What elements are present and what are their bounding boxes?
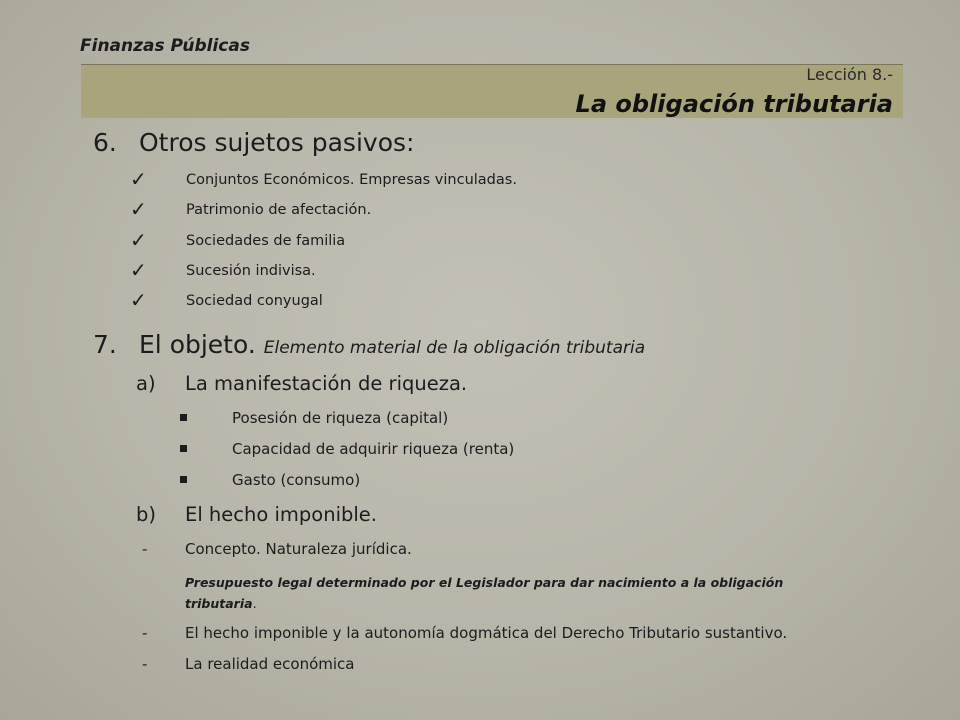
square-bullet-icon — [180, 414, 187, 421]
list-item-text: Gasto (consumo) — [232, 471, 361, 489]
list-item-text: Posesión de riqueza (capital) — [232, 409, 449, 427]
dash-bullet-icon: - — [142, 624, 148, 642]
list-item-text: Patrimonio de afectación. — [186, 202, 372, 218]
list-item-text: Capacidad de adquirir riqueza (renta) — [232, 440, 515, 458]
section-number: 6. — [93, 128, 117, 157]
list-item-text: Sociedades de familia — [186, 233, 346, 249]
square-bullet-icon — [180, 445, 187, 452]
subsection-title: El hecho imponible. — [185, 503, 377, 526]
section-6-heading — [93, 128, 414, 157]
checkmark-icon: ✓ — [130, 288, 147, 312]
list-item-text: Sucesión indivisa. — [186, 263, 316, 279]
section-number: 7. — [93, 330, 117, 359]
section-note: Elemento material de la obligación tributaria — [263, 338, 646, 358]
list-item-text: Conjuntos Económicos. Empresas vinculadas. — [186, 172, 517, 188]
list-item-text: Sociedad conyugal — [186, 293, 323, 309]
subsection-label: a) — [136, 372, 156, 395]
definition-body: Presupuesto legal determinado por el Legislador para dar nacimiento a la obligación tributaria — [185, 575, 784, 611]
definition-text — [185, 572, 845, 614]
square-bullet-icon — [180, 476, 187, 483]
section-7-heading — [93, 330, 645, 359]
section-title: Otros sujetos pasivos: — [139, 128, 415, 157]
subsection-a-heading — [136, 372, 467, 395]
title-banner — [81, 64, 903, 118]
section-title: El objeto. — [139, 330, 256, 359]
list-item-text: El hecho imponible y la autonomía dogmática del Derecho Tributario sustantivo. — [185, 624, 788, 642]
checkmark-icon: ✓ — [130, 258, 147, 282]
subsection-label: b) — [136, 503, 156, 526]
definition-end: . — [252, 596, 257, 611]
dash-bullet-icon: - — [142, 540, 148, 558]
checkmark-icon: ✓ — [130, 228, 147, 252]
course-title: Finanzas Públicas — [80, 36, 250, 56]
checkmark-icon: ✓ — [130, 197, 147, 221]
subsection-title: La manifestación de riqueza. — [185, 372, 468, 395]
checkmark-icon: ✓ — [130, 167, 147, 191]
lesson-number: Lección 8.- — [806, 65, 893, 84]
dash-bullet-icon: - — [142, 655, 148, 673]
list-item-text: La realidad económica — [185, 655, 355, 673]
lesson-subject: La obligación tributaria — [575, 90, 893, 118]
list-item-text: Concepto. Naturaleza jurídica. — [185, 540, 412, 558]
subsection-b-heading — [136, 503, 377, 526]
